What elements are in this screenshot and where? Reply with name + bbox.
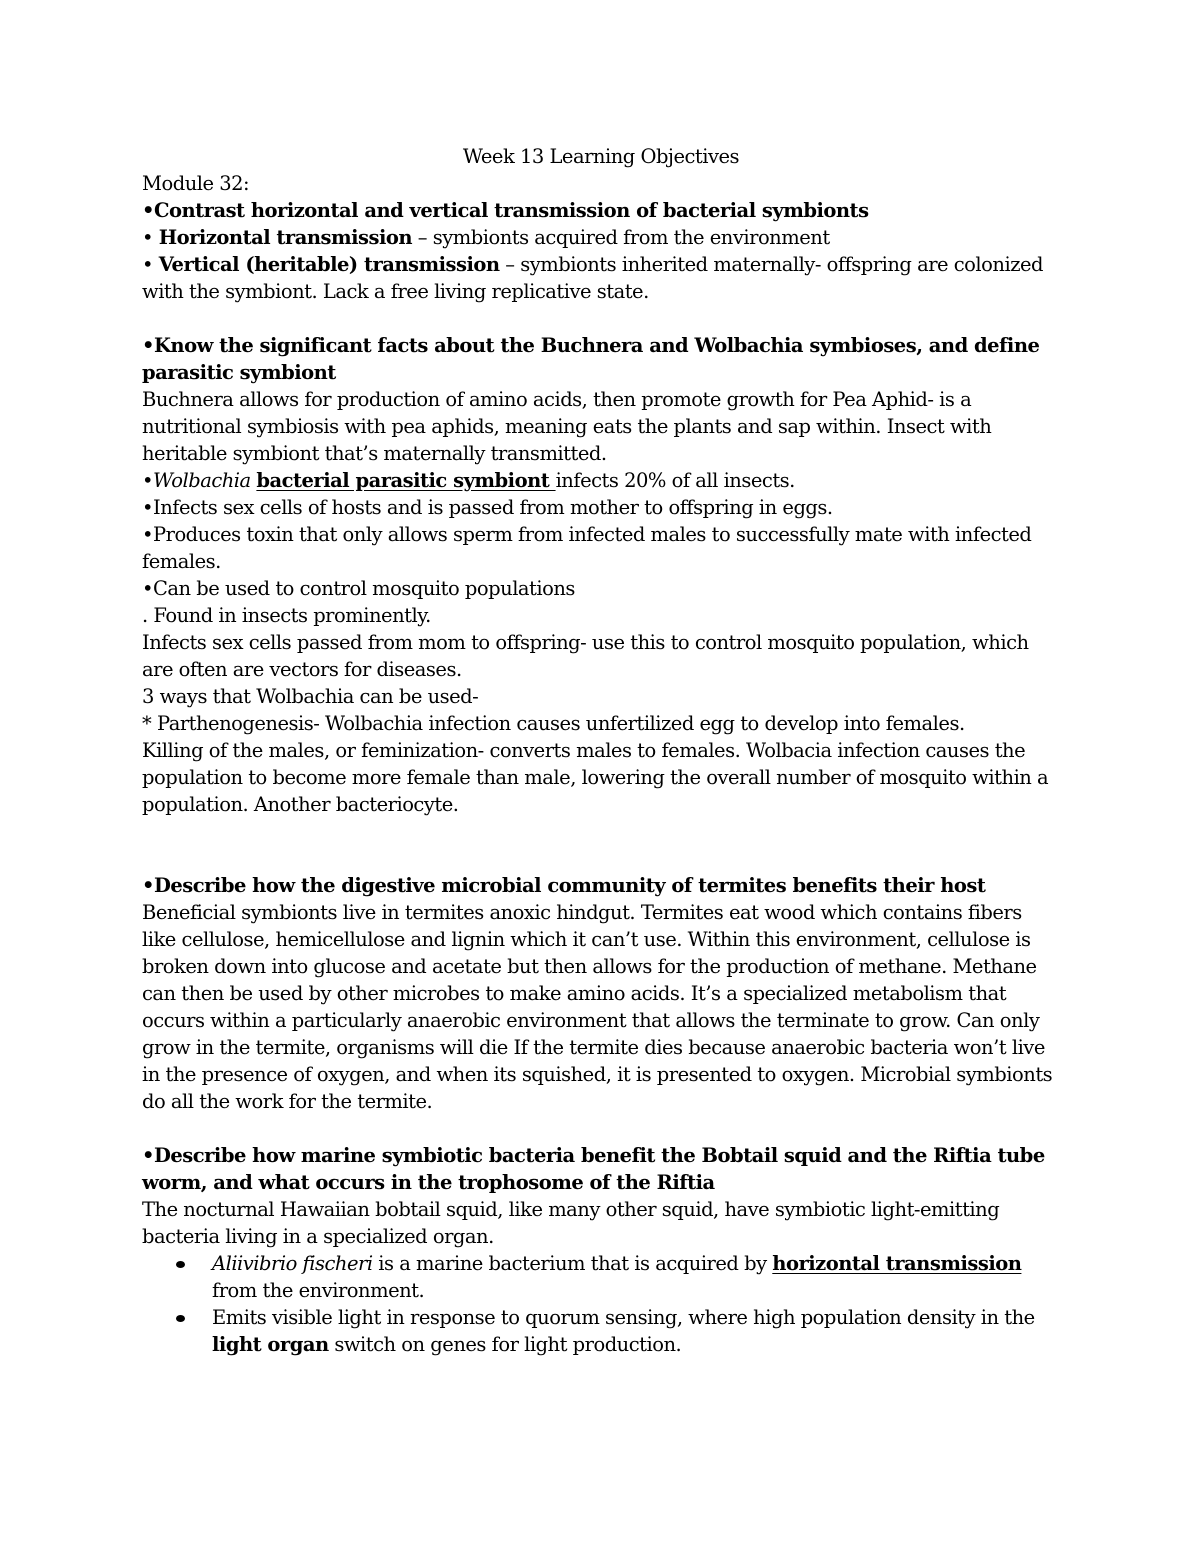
termites-paragraph: Beneficial symbionts live in termites anoxic hindgut. Termites eat wood which contains fibers like cellulose, hemicellulose and lignin which it can’t use. Within this environment, cellulose is broken down into glucose and acetate but then allows for the production of methane. Methane can then be used by other microbes to make amino acids. It’s a specialized metabolism that occurs within a particularly anaerobic environment that allows the terminate to grow. Can only grow in the termite, organisms will die If the termite dies because anaerobic bacteria won’t live in the presence of oxygen, and when its squished, it is presented to oxygen. Microbial symbionts do all the work for the termite.	[142, 901, 1053, 1113]
list-item: Aliivibrio fischeri is a marine bacterium that is acquired by horizontal transmission from the environment.	[142, 1250, 1060, 1304]
wolbachia-fact-2: •Produces toxin that only allows sperm from infected males to successfully mate with infected females.	[142, 523, 1032, 573]
vertical-transmission-term: Vertical (heritable) transmission	[158, 253, 500, 276]
objective-heading-transmission: •Contrast horizontal and vertical transmission of bacterial symbionts	[142, 199, 869, 222]
light-organ-term: light organ	[212, 1333, 329, 1356]
buchnera-paragraph: Buchnera allows for production of amino acids, then promote growth for Pea Aphid- is a nutritional symbiosis with pea aphids, meaning eats the plants and sap within. Insect with heritable symbiont that’s maternally transmitted.	[142, 388, 992, 465]
spacer	[142, 818, 1060, 872]
bullet-dot-icon	[176, 1261, 185, 1268]
wolbachia-note-3: 3 ways that Wolbachia can be used-	[142, 685, 479, 708]
document-title: Week 13 Learning Objectives	[462, 145, 740, 168]
wolbachia-term: Wolbachia	[153, 469, 251, 492]
wolbachia-note-4: * Parthenogenesis- Wolbachia infection causes unfertilized egg to develop into females.	[142, 712, 965, 735]
wolbachia-line: •Wolbachia bacterial parasitic symbiont infects 20% of all insects.	[142, 469, 795, 492]
wolbachia-fact-3: •Can be used to control mosquito populations	[142, 577, 575, 600]
horizontal-transmission-term: horizontal transmission	[772, 1252, 1022, 1275]
bobtail-squid-paragraph: The nocturnal Hawaiian bobtail squid, like many other squid, have symbiotic light-emitting bacteria living in a specialized organ.	[142, 1198, 1000, 1248]
list-item: Emits visible light in response to quorum sensing, where high population density in the light organ switch on genes for light production.	[142, 1304, 1060, 1358]
aliivibrio-term: Aliivibrio fischeri	[212, 1252, 373, 1275]
wolbachia-note-5: Killing of the males, or feminization- converts males to females. Wolbacia infection causes the population to become more female than male, lowering the overall number of mosquito within a population. Another bacteriocyte.	[142, 739, 1049, 816]
parasitic-symbiont-term: bacterial parasitic symbiont	[256, 469, 556, 492]
objective-heading-buchnera-wolbachia: •Know the significant facts about the Buchnera and Wolbachia symbioses, and define parasitic symbiont	[142, 334, 1040, 384]
bullet-dot-icon	[176, 1315, 185, 1322]
objective-heading-marine: •Describe how marine symbiotic bacteria benefit the Bobtail squid and the Riftia tube worm, and what occurs in the trophosome of the Riftia	[142, 1144, 1045, 1194]
horizontal-transmission-term: Horizontal transmission	[158, 226, 413, 249]
spacer	[142, 305, 1060, 332]
objective-heading-termites: •Describe how the digestive microbial community of termites benefits their host	[142, 874, 986, 897]
module-label: Module 32:	[142, 172, 250, 195]
wolbachia-fact-1: •Infects sex cells of hosts and is passed from mother to offspring in eggs.	[142, 496, 833, 519]
spacer	[142, 1115, 1060, 1142]
wolbachia-note-2: Infects sex cells passed from mom to offspring- use this to control mosquito population, which are often are vectors for diseases.	[142, 631, 1029, 681]
vertical-transmission-line: • Vertical (heritable) transmission – symbionts inherited maternally- offspring are colonized with the symbiont. Lack a free living replicative state.	[142, 253, 1043, 303]
squid-bullet-list	[142, 1250, 1060, 1358]
wolbachia-note-1: . Found in insects prominently.	[142, 604, 431, 627]
horizontal-transmission-line: • Horizontal transmission – symbionts acquired from the environment	[142, 226, 830, 249]
document-body	[142, 143, 1060, 1358]
